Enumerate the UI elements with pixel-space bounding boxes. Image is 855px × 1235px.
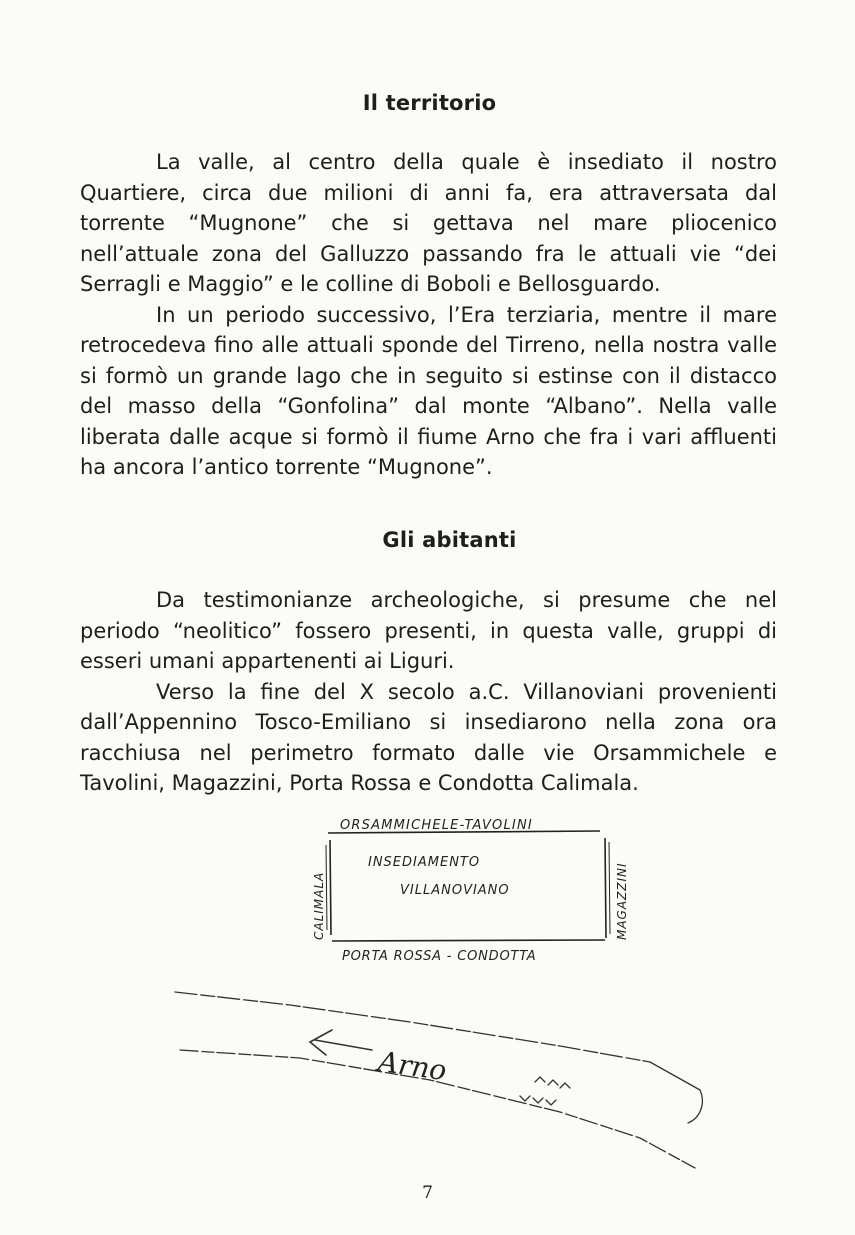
left-street-line-inner (326, 845, 327, 930)
paragraph: In un periodo successivo, l’Era terziaria, mentre il mare retrocedeva fino alle attuali sponde del Tirreno, nella nostra valle si formò un grande lago che in seguito si estinse con il distacco del masso della “Gonfolina” dal monte “Albano”. Nella valle liberata dalle acque si formò il fiume Arno che fra i vari affluenti ha ancora l’antico torrente “Mugnone”. (80, 302, 777, 479)
bottom-street-label: PORTA ROSSA - CONDOTTA (342, 949, 537, 964)
paragraph: Da testimonianze archeologiche, si presume che nel periodo “neolitico” fossero presenti, in questa valle, gruppi di esseri umani appartenenti ai Liguri. (80, 588, 777, 673)
river-label: Arno (376, 1044, 449, 1088)
river-bank-curl (688, 1090, 702, 1123)
page-number: 7 (422, 1183, 433, 1203)
section-heading-territorio: Il territorio (362, 91, 497, 115)
right-street-line (605, 838, 606, 938)
settlement-label-line1: INSEDIAMENTO (368, 855, 481, 870)
section-heading-abitanti: Gli abitanti (382, 528, 517, 552)
right-street-label: MAGAZZINI (615, 862, 629, 940)
bottom-street-line (332, 940, 605, 941)
flow-marks-upper (535, 1077, 570, 1088)
flow-arrow-shaft (315, 1040, 372, 1050)
river-upper-bank-end (650, 1062, 700, 1090)
settlement-label-line2: VILLANOVIANO (400, 883, 510, 898)
paragraph: La valle, al centro della quale è insediato il nostro Quartiere, circa due milioni di anni fa, era attraversata dal torrente “Mugnone” che si gettava nel mare pliocenico nell’attuale zona del Galluzzo passando fra le attuali vie “dei Serragli e Maggio” e le colline di Boboli e Bellosguardo. (80, 150, 777, 296)
left-street-line (330, 840, 331, 935)
left-street-label: CALIMALA (312, 871, 326, 940)
paragraph: Verso la fine del X secolo a.C. Villanoviani provenienti dall’Appennino Tosco-Emiliano si insediarono nella zona ora racchiusa nel perimetro formato dalle vie Orsammichele e Tavolini, Magazzini, Porta Rossa e Condotta Calimala. (80, 679, 777, 795)
top-street-label: ORSAMMICHELE-TAVOLINI (340, 818, 533, 833)
right-street-line-inner (609, 842, 610, 934)
